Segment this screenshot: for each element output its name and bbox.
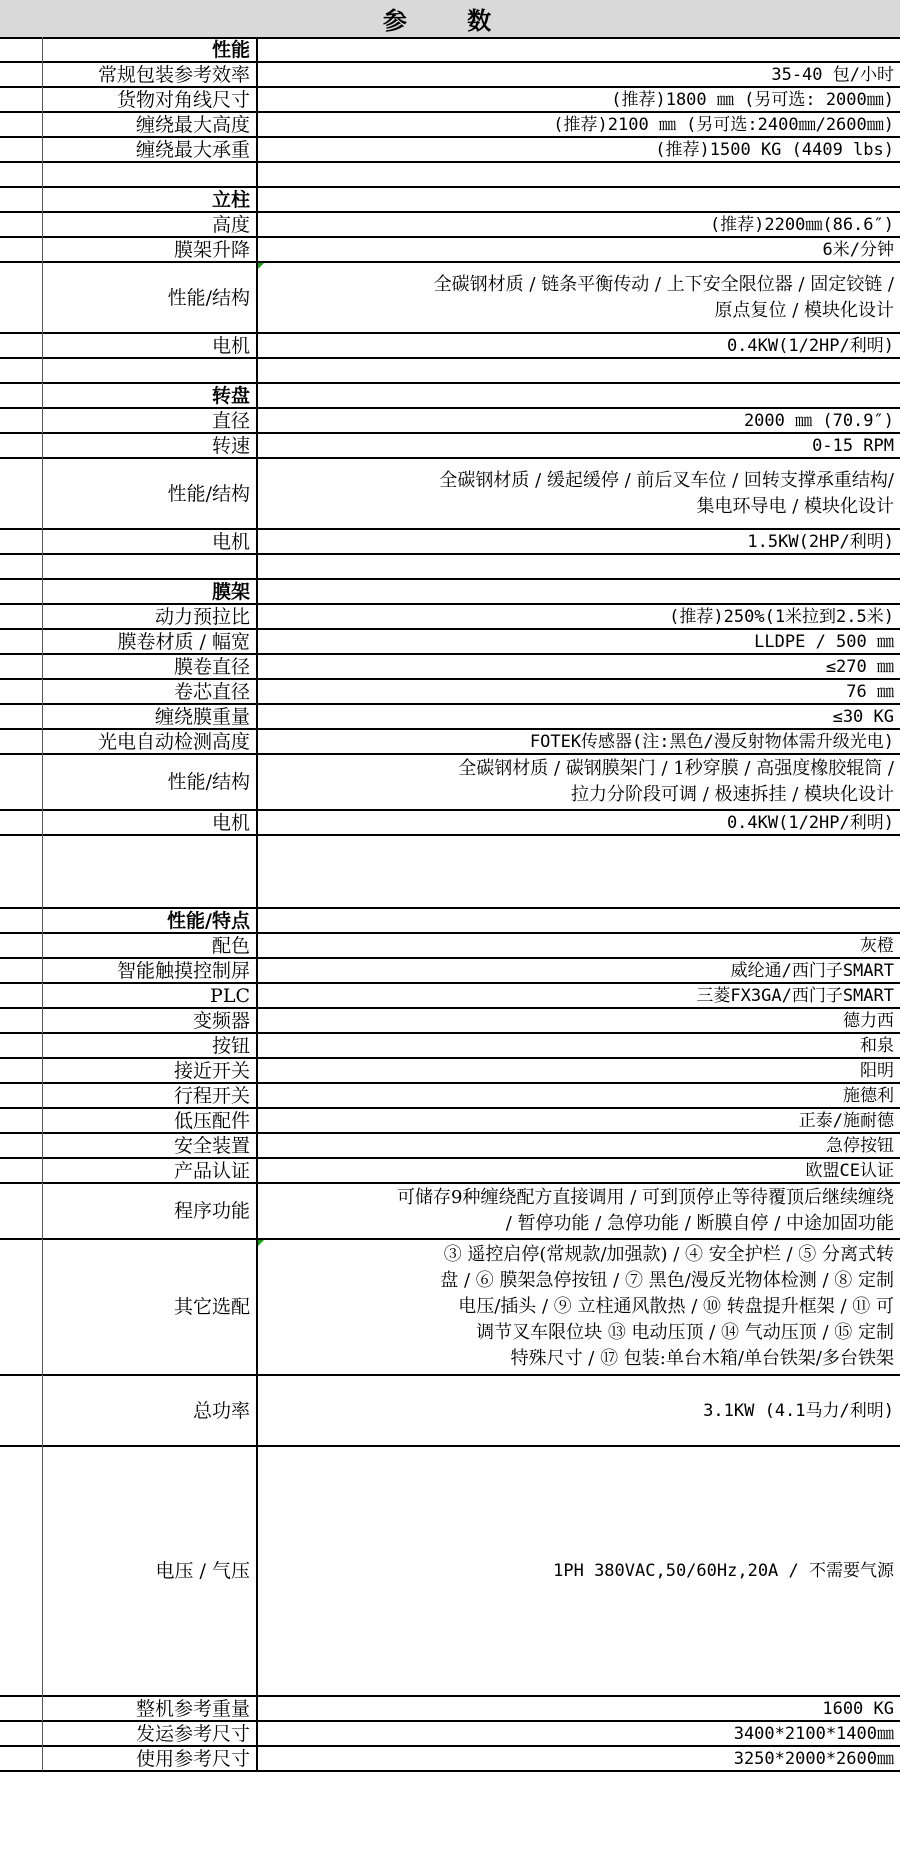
row-label: 使用参考尺寸: [135, 1747, 250, 1770]
row-value: (推荐)2200㎜(86.6″): [709, 214, 894, 235]
section-heading: 转盘: [211, 384, 250, 407]
row-label: 性能/结构: [167, 286, 250, 309]
row-value: 急停按钮: [826, 1135, 894, 1156]
value-line: ③ 遥控启停(常规款/加强款) / ④ 安全护栏 / ⑤ 分离式转: [443, 1244, 894, 1265]
row-label: 性能/结构: [167, 482, 250, 505]
row-label: 缠绕膜重量: [154, 705, 250, 728]
table-header: [0, 0, 900, 39]
row-label: [42, 835, 254, 908]
value-line: 原点复位 / 模块化设计: [714, 299, 894, 321]
row-label: 膜架升降: [173, 238, 250, 261]
row-label: 智能触摸控制屏: [116, 959, 250, 982]
row-value: [258, 1239, 898, 1375]
row-value: 灰橙: [860, 935, 894, 956]
row-label: 变频器: [192, 1009, 250, 1032]
row-label: 低压配件: [173, 1109, 250, 1132]
value-line: 全碳钢材质 / 缓起缓停 / 前后叉车位 / 回转支撑承重结构/: [439, 469, 894, 491]
header-title: 参 数: [382, 6, 518, 35]
row-value: 三菱FX3GA/西门子SMART: [696, 985, 894, 1006]
row-value: ≤30 KG: [832, 706, 894, 727]
row-value: 德力西: [843, 1010, 894, 1031]
row-value: 阳明: [860, 1060, 894, 1081]
row-value: 0-15 RPM: [812, 435, 894, 456]
row-label: 常规包装参考效率: [97, 63, 250, 86]
row-label: 转速: [211, 434, 250, 457]
row-value: ≤270 ㎜: [825, 656, 894, 677]
column-divider: [256, 37, 258, 1771]
value-line: 可储存9种缠绕配方直接调用 / 可到顶停止等待覆顶后继续缠绕: [397, 1187, 894, 1208]
value-line: 特殊尺寸 / ⑰ 包装:单台木箱/单台铁架/多台铁架: [510, 1348, 894, 1369]
row-label: 安全装置: [173, 1134, 250, 1157]
row-label: 其它选配: [173, 1296, 250, 1318]
row-label: 发运参考尺寸: [135, 1722, 250, 1745]
row-value: [258, 1183, 898, 1239]
row-value: 威纶通/西门子SMART: [730, 960, 894, 981]
row-value: 0.4KW(1/2HP/利明): [726, 335, 894, 356]
row-value: FOTEK传感器(注:黑色/漫反射物体需升级光电): [529, 731, 894, 752]
row-value: 3250*2000*2600㎜: [733, 1748, 894, 1769]
row-value: 35-40 包/小时: [771, 64, 894, 85]
cell-comment-marker: [258, 263, 264, 269]
row-label: 动力预拉比: [154, 605, 250, 628]
row-label: 产品认证: [173, 1159, 250, 1182]
row-value: 0.4KW(1/2HP/利明): [726, 812, 894, 833]
row-label: PLC: [210, 984, 250, 1007]
row-label: [42, 554, 254, 579]
row-value: 6米/分钟: [822, 239, 894, 260]
row-label: 光电自动检测高度: [97, 730, 250, 753]
cell-comment-marker: [258, 1240, 264, 1246]
row-label: 配色: [211, 934, 250, 957]
row-value: [258, 835, 898, 908]
row-label: 膜卷直径: [173, 655, 250, 678]
row-label: 缠绕最大高度: [135, 113, 250, 136]
row-label: 电压 / 气压: [155, 1560, 250, 1582]
row-label: 电机: [211, 334, 250, 357]
row-value: (推荐)250%(1米拉到2.5米): [669, 606, 894, 627]
row-label: 电机: [211, 811, 250, 834]
value-line: 调节叉车限位块 ⑬ 电动压顶 / ⑭ 气动压顶 / ⑮ 定制: [476, 1322, 894, 1343]
row-value: 3.1KW (4.1马力/利明): [703, 1400, 894, 1421]
value-line: 盘 / ⑥ 膜架急停按钮 / ⑦ 黑色/漫反光物体检测 / ⑧ 定制: [440, 1270, 894, 1291]
value-line: 集电环导电 / 模块化设计: [696, 495, 894, 517]
row-label: 程序功能: [173, 1200, 250, 1222]
row-value: [258, 162, 898, 187]
row-value: 1600 KG: [822, 1698, 894, 1719]
row-value: (推荐)1500 KG (4409 lbs): [655, 139, 894, 160]
row-value: 施德利: [843, 1085, 894, 1106]
row-label: 膜卷材质 / 幅宽: [117, 630, 250, 653]
row-value: (推荐)1800 ㎜ (另可选: 2000㎜): [611, 89, 894, 110]
row-divider: [0, 1770, 900, 1772]
row-label: 性能/结构: [167, 771, 250, 793]
row-label: 卷芯直径: [173, 680, 250, 703]
section-heading: 性能: [211, 38, 250, 61]
section-heading: 立柱: [211, 188, 250, 211]
row-value: [258, 262, 898, 333]
section-heading: 膜架: [211, 580, 250, 603]
row-label: 高度: [211, 213, 250, 236]
row-label: 接近开关: [173, 1059, 250, 1082]
row-value: 3400*2100*1400㎜: [733, 1723, 894, 1744]
value-line: / 暂停功能 / 急停功能 / 断膜自停 / 中途加固功能: [505, 1213, 894, 1234]
row-value: 正泰/施耐德: [798, 1110, 894, 1131]
row-label: 整机参考重量: [135, 1697, 250, 1720]
value-line: 电压/插头 / ⑨ 立柱通风散热 / ⑩ 转盘提升框架 / ⑪ 可: [458, 1296, 894, 1317]
row-label: 行程开关: [173, 1084, 250, 1107]
row-value: 欧盟CE认证: [805, 1160, 894, 1181]
row-value: (推荐)2100 ㎜ (另可选:2400㎜/2600㎜): [553, 114, 894, 135]
column-divider: [42, 37, 43, 1771]
row-value: 76 ㎜: [846, 681, 894, 702]
row-value: LLDPE / 500 ㎜: [754, 631, 894, 652]
row-label: 总功率: [192, 1399, 250, 1422]
row-value: [258, 754, 898, 810]
value-line: 全碳钢材质 / 碳钢膜架门 / 1秒穿膜 / 高强度橡胶辊筒 /: [458, 758, 894, 779]
row-label: 货物对角线尺寸: [116, 88, 250, 111]
row-label: 电机: [211, 530, 250, 553]
row-value: [258, 554, 898, 579]
row-value: 1.5KW(2HP/利明): [747, 531, 894, 552]
row-label: [42, 162, 254, 187]
row-value: 1PH 380VAC,50/60Hz,20A / 不需要气源: [553, 1561, 894, 1581]
row-value: [258, 358, 898, 383]
row-label: 直径: [211, 409, 250, 432]
row-label: 按钮: [211, 1034, 250, 1057]
row-label: [42, 358, 254, 383]
row-value: 和泉: [860, 1035, 894, 1056]
value-line: 全碳钢材质 / 链条平衡传动 / 上下安全限位器 / 固定铰链 /: [433, 273, 894, 295]
row-value: 2000 ㎜ (70.9″): [743, 410, 894, 431]
row-value: [258, 458, 898, 529]
value-line: 拉力分阶段可调 / 极速拆挂 / 模块化设计: [570, 784, 894, 805]
row-label: 缠绕最大承重: [135, 138, 250, 161]
section-heading: 性能/特点: [167, 909, 250, 932]
